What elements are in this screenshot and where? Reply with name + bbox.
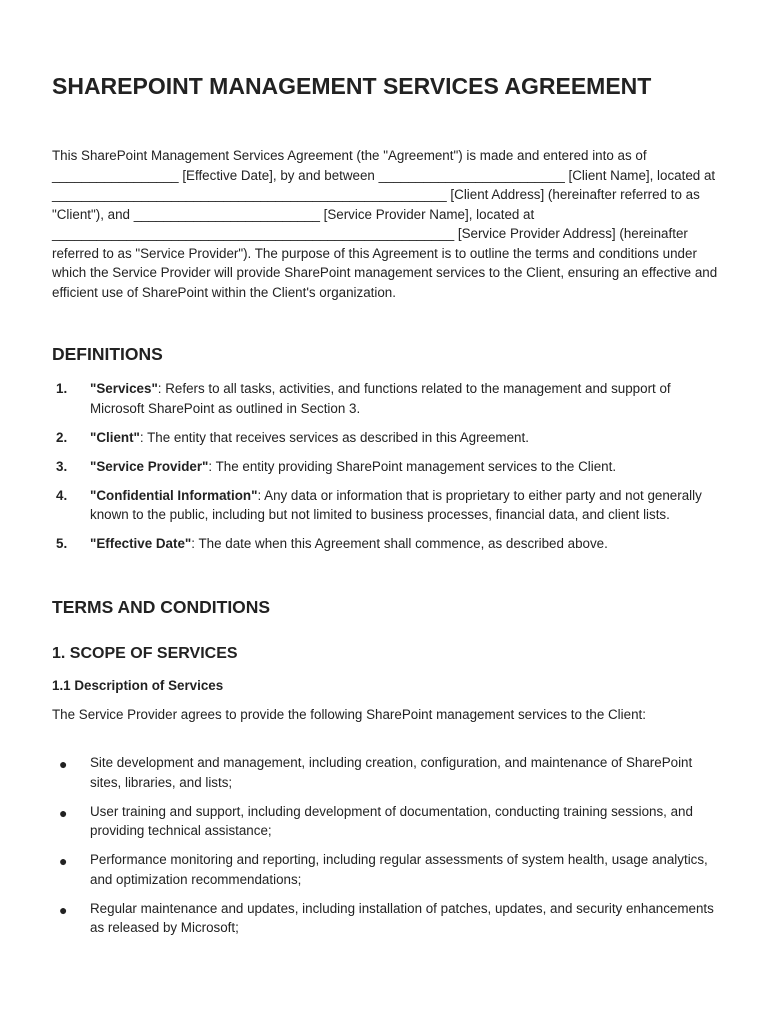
bullet-icon: ● [59,901,68,918]
definition-number: 4. [56,487,68,503]
bullet-text: Performance monitoring and reporting, including regular assessments of system health, usage analytics, and optimization recommendations; [90,852,708,887]
definition-text: : Refers to all tasks, activities, and functions related to the management and support of Microsoft SharePoint as outlined in Section 3. [90,381,671,416]
definition-term: "Effective Date" [90,536,192,551]
bullet-icon: ● [59,853,68,869]
bullet-item [52,802,720,841]
scope-of-services-heading: 1. SCOPE OF SERVICES [52,645,238,662]
definition-text: : The date when this Agreement shall commence, as described above. [191,536,608,551]
definition-item [52,486,720,525]
terms-heading: TERMS AND CONDITIONS [52,597,271,617]
bullet-icon: ● [59,804,68,821]
description-of-services-heading: 1.1 Description of Services [52,678,224,693]
definition-term: "Services" [90,381,158,396]
definitions-list [52,379,720,563]
definition-term: "Service Provider" [90,458,209,474]
intro-paragraph: This SharePoint Management Services Agreement (the "Agreement") is made and entered into as of _________________ [Effective Date], by and between _________________________ [Client Name], located at _____________________________________________________ [Client Address] (hereinafter referred to as "Client"), and _________________________ [Service Provider Name], located at ______________________________________________________ [Service Provider Address] (hereinafter referred to as "Service Provider"). The purpose of this Agreement is to outline the terms and conditions under which the Service Provider will provide SharePoint management services to the Client, ensuring an effective and efficient use of SharePoint within the Client's organization. [52,148,718,300]
document-title: SHAREPOINT MANAGEMENT SERVICES AGREEMENT [52,73,652,99]
definition-item [52,379,720,418]
services-bullet-list [52,753,720,947]
bullet-text: Site development and management, including creation, configuration, and maintenance of SharePoint sites, libraries, and lists; [90,755,693,790]
definition-text: : The entity providing SharePoint management services to the Client. [208,458,617,474]
bullet-icon: ● [59,756,68,772]
definition-text: : Any data or information that is proprietary to either party and not generally known to the public, including but not limited to business processes, financial data, and client lists. [90,487,702,522]
definition-number: 1. [56,381,68,396]
definition-item [52,428,720,448]
definition-term: "Confidential Information" [90,487,258,503]
bullet-item [52,899,720,938]
services-intro-paragraph: The Service Provider agrees to provide the following SharePoint management services to the Client: [52,707,646,722]
definition-text: : The entity that receives services as described in this Agreement. [139,429,529,445]
bullet-item [52,850,720,889]
definitions-heading: DEFINITIONS [52,344,163,364]
definition-number: 3. [56,458,68,474]
definition-item [52,457,720,477]
bullet-text: Regular maintenance and updates, including installation of patches, updates, and security enhancements as released by Microsoft; [90,900,714,935]
definition-number: 2. [56,429,68,445]
bullet-item [52,753,720,792]
bullet-text: User training and support, including development of documentation, conducting training sessions, and providing technical assistance; [90,803,693,838]
definition-item [52,534,720,554]
definition-term: "Client" [90,429,140,445]
definition-number: 5. [56,536,68,551]
